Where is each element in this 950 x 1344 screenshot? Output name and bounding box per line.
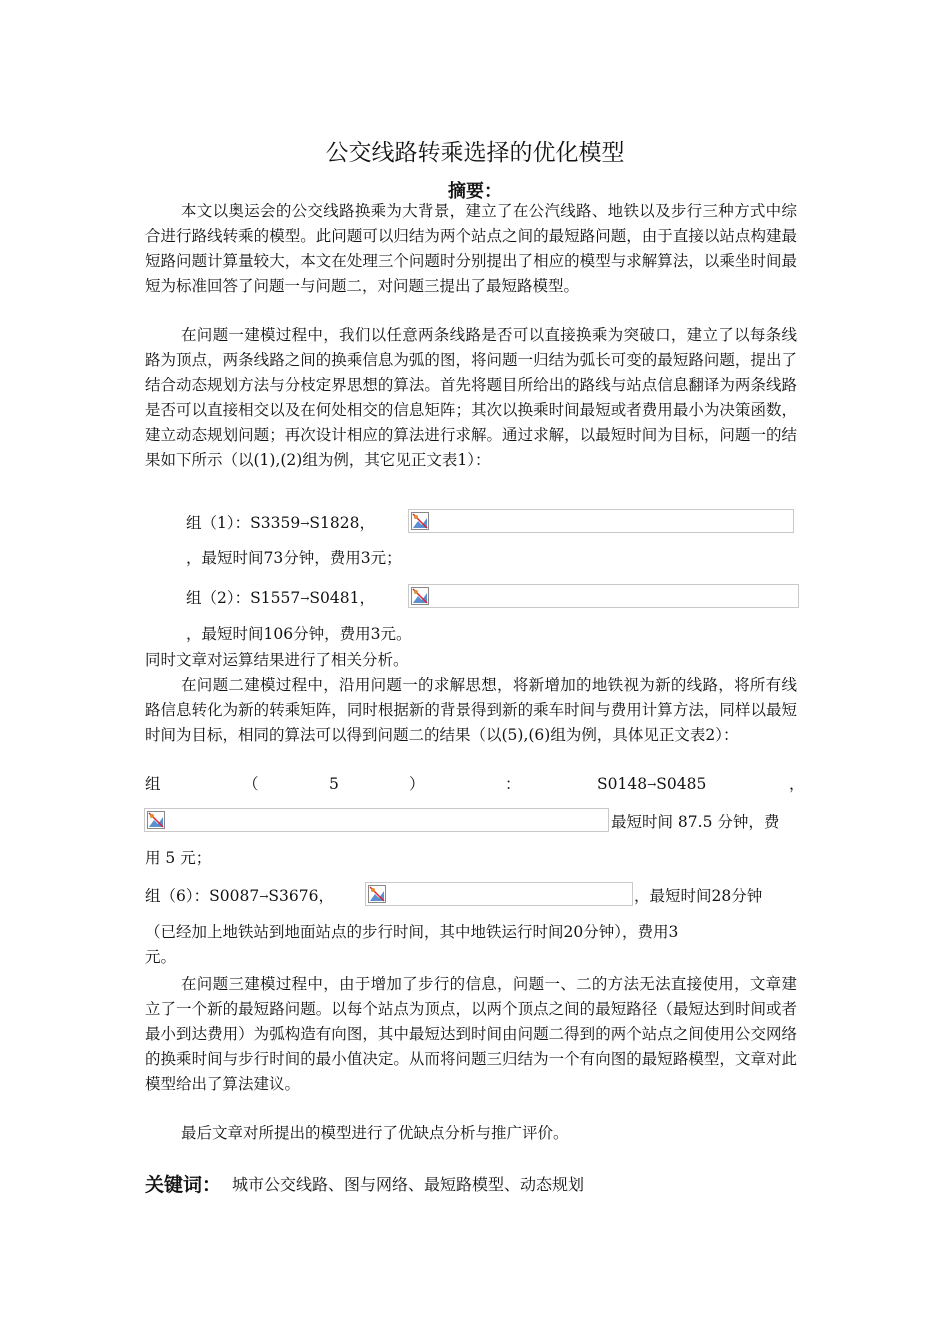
page-title: 公交线路转乘选择的优化模型	[325, 140, 625, 166]
group-2-result-text: ，最短时间106分钟，费用3元。	[186, 625, 412, 643]
keywords-label: 关键词：	[145, 1174, 222, 1196]
group-6-result-text: ，最短时间28分钟	[634, 887, 763, 905]
group-6-prefix: 组（6）：S0087	[145, 887, 260, 905]
group-1-suffix: S1828，	[309, 514, 375, 532]
abstract-paragraph-4: 在问题二建模过程中，沿用问题一的求解思想，将新增加的地铁视为新的线路，将所有线路信息转化为新的转乘矩阵，同时根据新的背景得到新的乘车时间与费用计算方法，同样以最短时间为目标，相同的算法可以得到问题二的结果（以(5),(6)组为例，具体见正文表2）：	[145, 676, 797, 744]
group-5-number: 5	[329, 775, 339, 793]
abstract-paragraph-2: 在问题一建模过程中，我们以任意两条线路是否可以直接换乘为突破口，建立了以每条线路为顶点，两条线路之间的换乘信息为弧的图，将问题一归结为弧长可变的最短路问题，提出了结合动态规划方法与分枝定界思想的算法。首先将题目所给出的路线与站点信息翻译为两条线路是否可以直接相交以及在何处相交的信息矩阵；其次以换乘时间最短或者费用最小为决策函数，建立动态规划问题；再次设计相应的算法进行求解。通过求解，以最短时间为目标，问题一的结果如下所示（以(1),(2)组为例，其它见正文表1）：	[145, 326, 797, 469]
broken-image-icon	[147, 811, 165, 829]
analysis-note: 同时文章对运算结果进行了相关分析。	[145, 651, 409, 669]
abstract-heading: 摘要：	[448, 181, 502, 202]
arrow-icon: →	[259, 890, 269, 903]
result-group-6	[145, 884, 334, 909]
abstract-paragraph-1: 本文以奥运会的公交线路换乘为大背景，建立了在公汽线路、地铁以及步行三种方式中综合进行路线转乘的模型。此问题可以归结为两个站点之间的最短路问题，由于直接以站点构建最短路问题计算量较大，本文在处理三个问题时分别提出了相应的模型与求解算法，以乘坐时间最短为标准回答了问题一与问题二，对问题三提出了最短路模型。	[145, 202, 797, 295]
group-5-result-text: 最短时间 87.5 分钟，费	[611, 813, 780, 831]
group-1-prefix: 组（1）：S3359	[186, 514, 301, 532]
keywords-text: 城市公交线路、图与网络、最短路模型、动态规划	[232, 1175, 585, 1194]
group-5-route	[597, 772, 706, 797]
route-image-group-2	[408, 584, 799, 608]
group-5-close-paren: ）	[409, 775, 425, 793]
route-image-group-1	[408, 509, 794, 533]
group-5-from: S0148	[597, 775, 648, 793]
route-image-group-6	[365, 882, 633, 906]
group-5-word: 组	[145, 775, 161, 793]
route-image-group-5	[144, 808, 609, 832]
broken-image-icon	[411, 587, 429, 605]
arrow-icon: →	[300, 517, 310, 530]
group-5-colon: ：	[505, 775, 521, 793]
group-5-comma: ，	[789, 775, 805, 793]
group-5-cost-text: 用 5 元；	[145, 849, 212, 867]
arrow-icon: →	[647, 778, 657, 791]
group-6-detail-text: （已经加上地铁站到地面站点的步行时间，其中地铁运行时间20分钟），费用3	[145, 923, 679, 941]
result-group-1	[186, 511, 375, 536]
arrow-icon: →	[300, 592, 310, 605]
group-6-cost-end: 元。	[145, 948, 177, 966]
group-1-result-text: ，最短时间73分钟，费用3元；	[186, 549, 402, 567]
group-6-suffix: S3676，	[268, 887, 334, 905]
result-group-2	[186, 586, 375, 611]
broken-image-icon	[368, 885, 386, 903]
abstract-paragraph-6: 最后文章对所提出的模型进行了优缺点分析与推广评价。	[181, 1124, 569, 1142]
abstract-paragraph-5: 在问题三建模过程中，由于增加了步行的信息，问题一、二的方法无法直接使用，文章建立了一个新的最短路问题。以每个站点为顶点，以两个顶点之间的最短路径（最短达到时间或者最小到达费用）为弧构造有向图，其中最短达到时间由问题二得到的两个站点之间使用公交网络的换乘时间与步行时间的最小值决定。从而将问题三归结为一个有向图的最短路模型，文章对此模型给出了算法建议。	[145, 975, 797, 1093]
group-5-open-paren: （	[243, 775, 259, 793]
group-5-to: S0485	[656, 775, 707, 793]
broken-image-icon	[411, 512, 429, 530]
group-2-suffix: S0481，	[309, 589, 375, 607]
group-2-prefix: 组（2）：S1557	[186, 589, 301, 607]
